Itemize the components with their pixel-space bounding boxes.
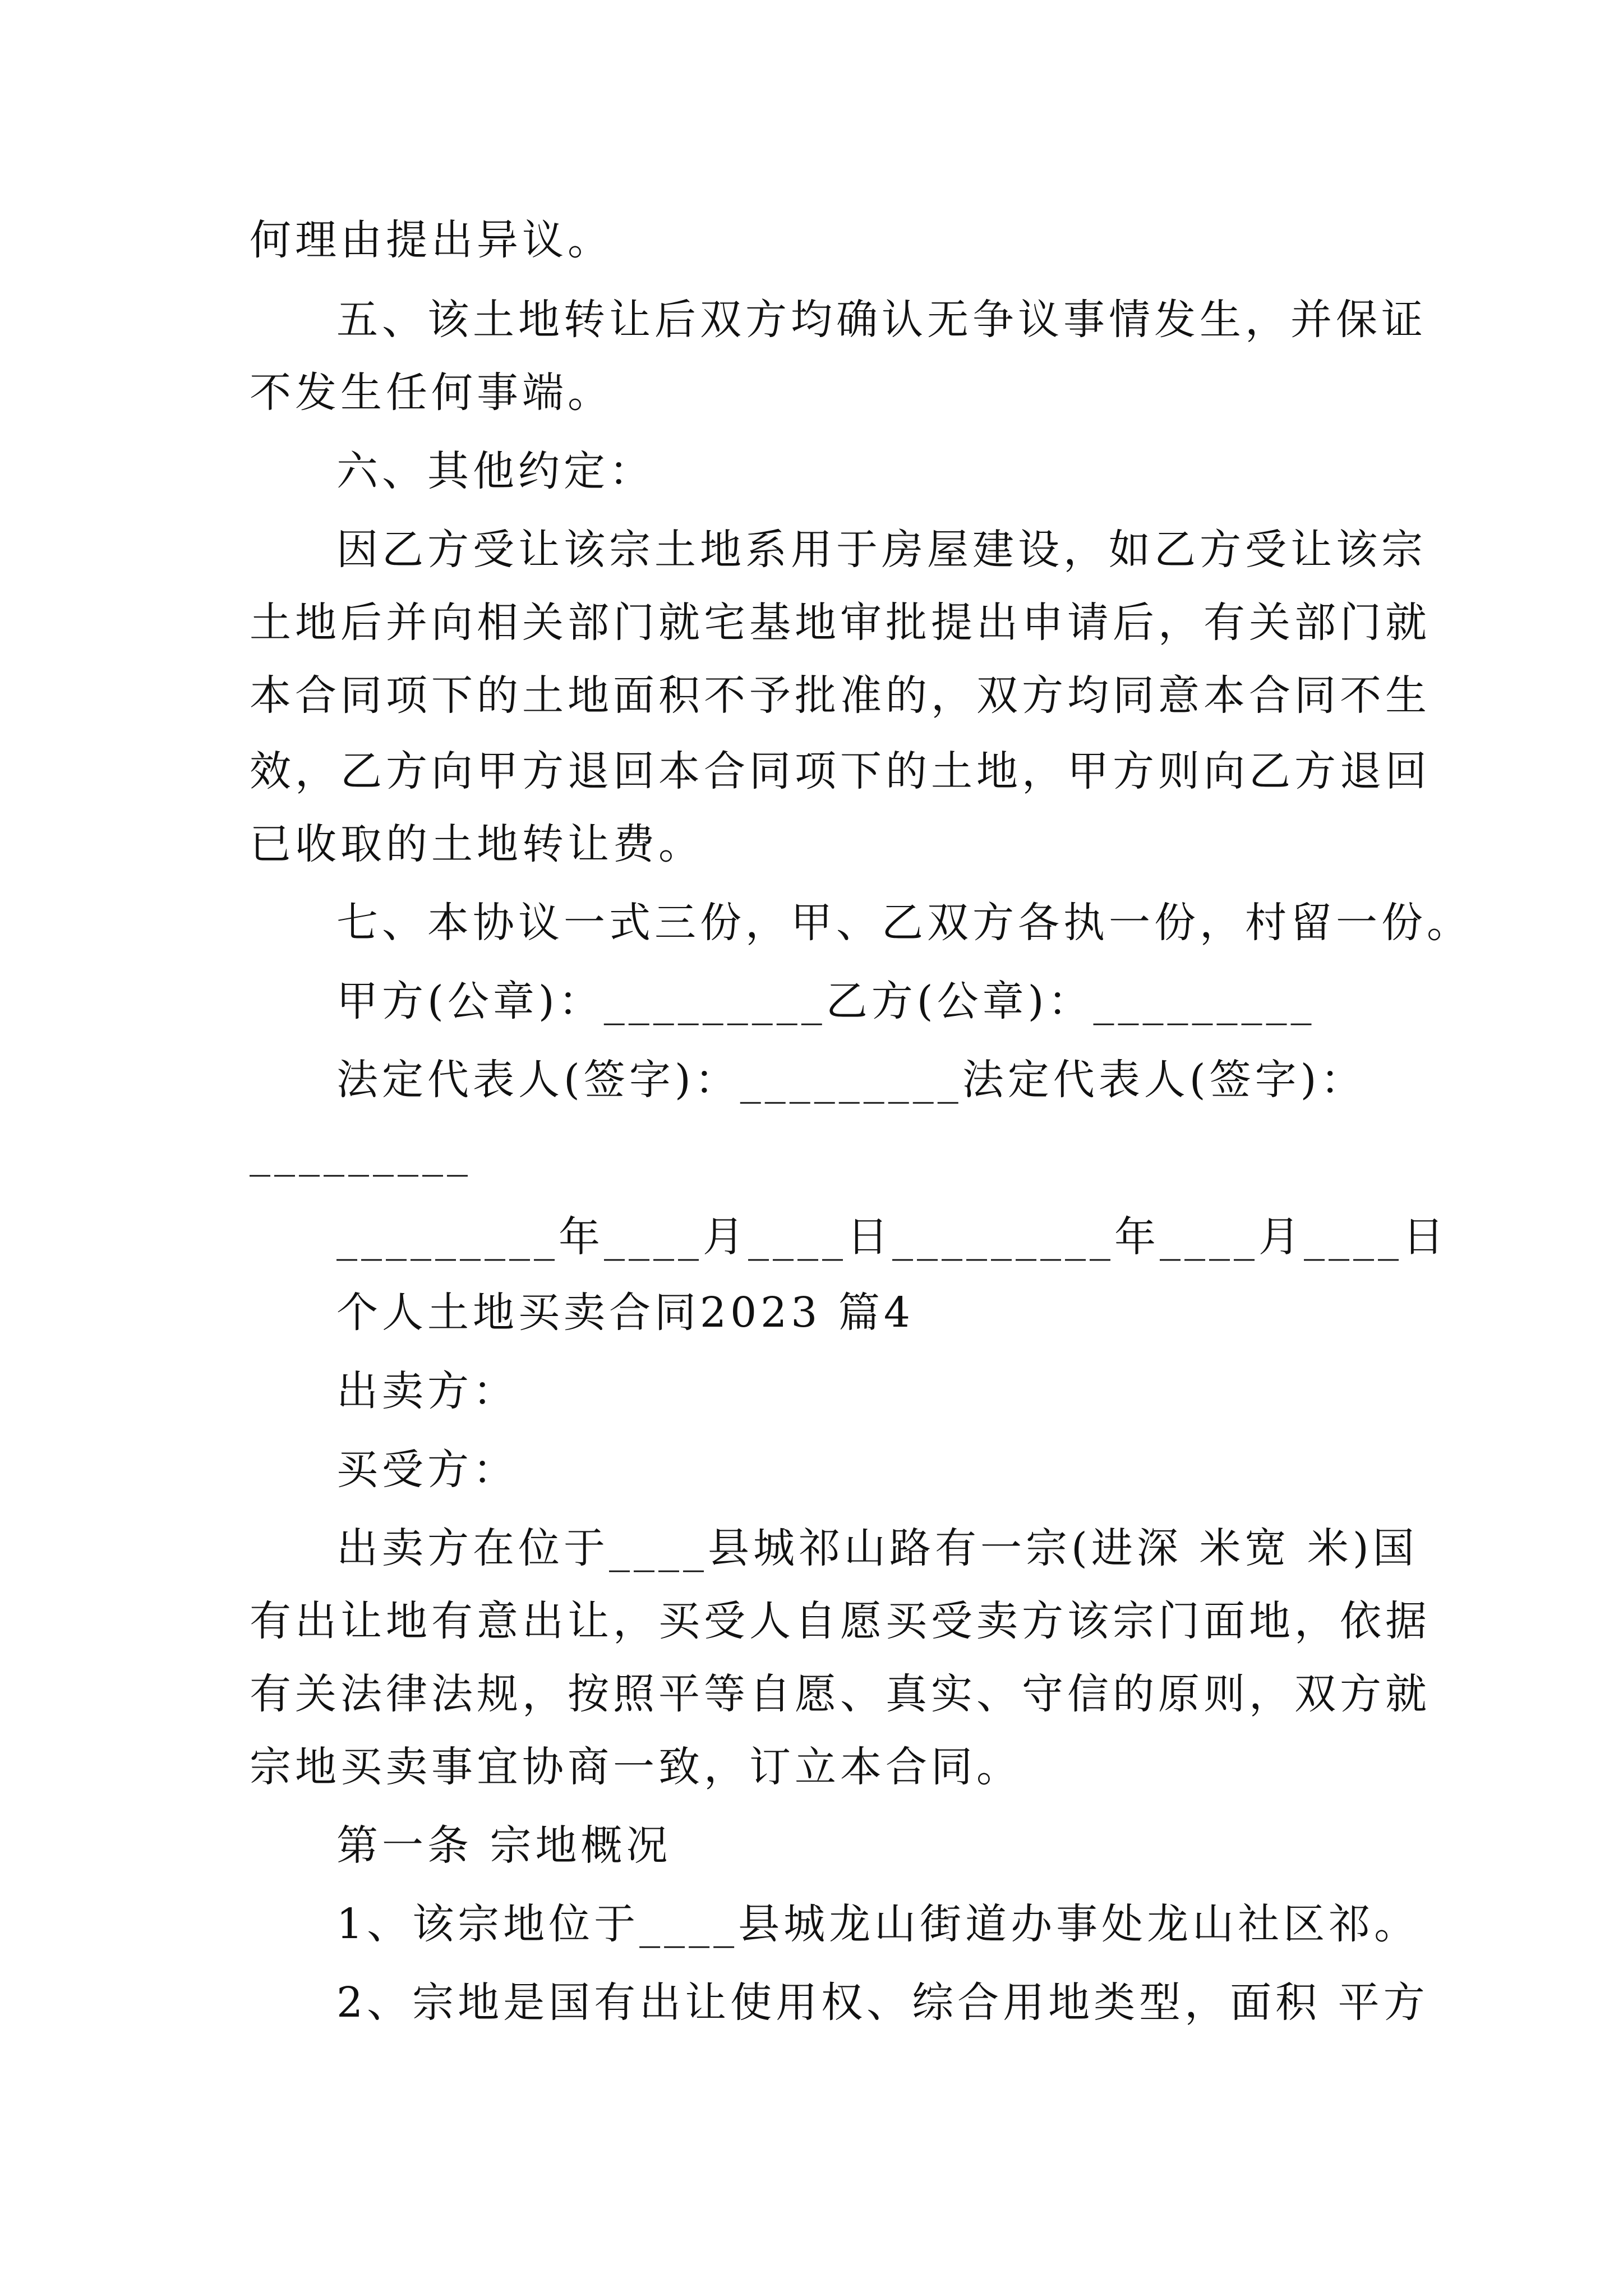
clause-5-line-2: 不发生任何事端。 bbox=[250, 369, 613, 417]
section-title: 个人土地买卖合同2023 篇4 bbox=[336, 1289, 914, 1337]
intro-line-2: 有出让地有意出让，买受人自愿买受卖方该宗门面地，依据 bbox=[250, 1597, 1431, 1645]
clause-5-line-1: 五、该土地转让后双方均确认无争议事情发生，并保证 bbox=[336, 296, 1427, 344]
clause-7-line: 七、本协议一式三份，甲、乙双方各执一份，村留一份。 bbox=[336, 899, 1472, 947]
legal-representative-line: 法定代表人(签字)：_________法定代表人(签字)： bbox=[336, 1056, 1366, 1104]
date-line: _________年____月____日_________年____月____日 bbox=[336, 1213, 1448, 1261]
article-1-heading: 第一条 宗地概况 bbox=[336, 1821, 672, 1870]
text-line-objection-end: 何理由提出异议。 bbox=[250, 216, 613, 264]
party-seal-line: 甲方(公章)：_________乙方(公章)：_________ bbox=[336, 977, 1316, 1025]
clause-6-body-line-2: 土地后并向相关部门就宅基地审批提出申请后，有关部门就 bbox=[250, 599, 1431, 647]
intro-line-4: 宗地买卖事宜协商一致，订立本合同。 bbox=[250, 1743, 1022, 1791]
article-1-item-2: 2、宗地是国有出让使用权、综合用地类型，面积 平方 bbox=[336, 1978, 1429, 2027]
clause-6-heading: 六、其他约定： bbox=[336, 447, 654, 495]
clause-6-body-line-5: 已收取的土地转让费。 bbox=[250, 820, 704, 868]
intro-line-3: 有关法律法规，按照平等自愿、真实、守信的原则，双方就 bbox=[250, 1670, 1431, 1718]
signature-blank-line: _________ bbox=[250, 1129, 472, 1177]
intro-line-1: 出卖方在位于____县城祁山路有一宗(进深 米宽 米)国 bbox=[336, 1524, 1418, 1572]
article-1-item-1: 1、该宗地位于____县城龙山街道办事处龙山社区祁。 bbox=[336, 1900, 1420, 1948]
clause-6-body-line-4: 效，乙方向甲方退回本合同项下的土地，甲方则向乙方退回 bbox=[250, 747, 1431, 795]
buyer-label: 买受方： bbox=[336, 1446, 518, 1494]
clause-6-body-line-3: 本合同项下的土地面积不予批准的，双方均同意本合同不生 bbox=[250, 671, 1431, 720]
clause-6-body-line-1: 因乙方受让该宗土地系用于房屋建设，如乙方受让该宗 bbox=[336, 526, 1427, 574]
seller-label: 出卖方： bbox=[336, 1367, 518, 1415]
